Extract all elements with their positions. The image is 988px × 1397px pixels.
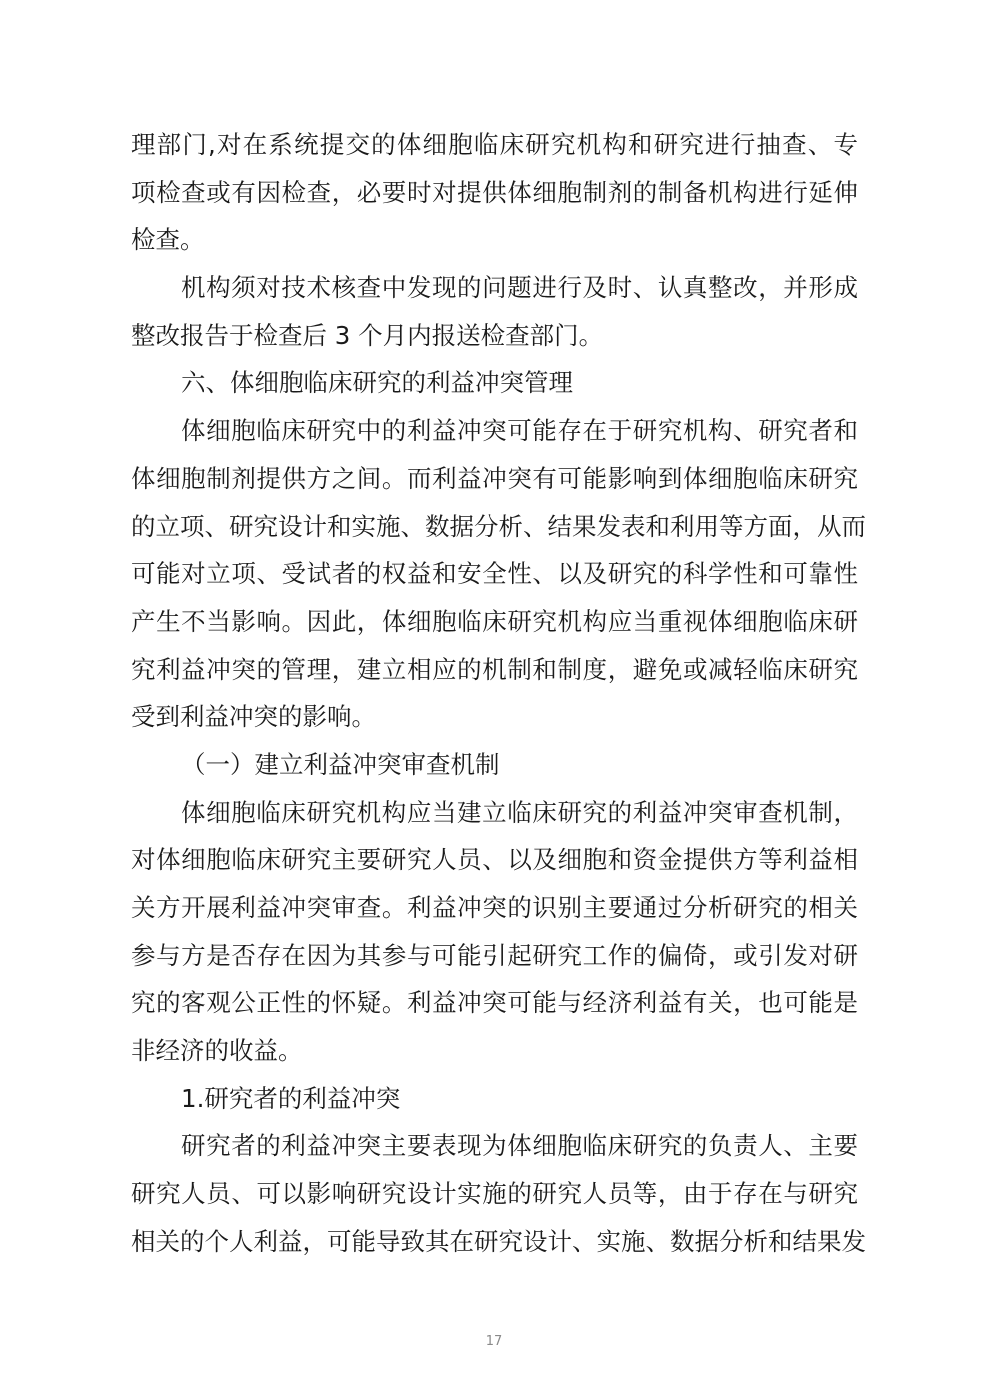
paragraph-line: 研究人员、可以影响研究设计实施的研究人员等，由于存在与研究 [131,1179,858,1209]
document-body [131,121,866,1266]
paragraph-line: 关方开展利益冲突审查。利益冲突的识别主要通过分析研究的相关 [131,893,858,922]
paragraph-line: 体细胞临床研究中的利益冲突可能存在于研究机构、研究者和 [181,416,858,446]
paragraph-line: 究的客观公正性的怀疑。利益冲突可能与经济利益有关，也可能是 [131,988,858,1018]
paragraph-line: 对体细胞临床研究主要研究人员、以及细胞和资金提供方等利益相 [131,845,858,875]
subsection-heading: （一）建立利益冲突审查机制 [181,749,500,779]
paragraph-line: 检查。 [131,225,205,255]
paragraph-line: 受到利益冲突的影响。 [131,702,376,732]
paragraph-line: 体细胞制剂提供方之间。而利益冲突有可能影响到体细胞临床研究 [131,463,858,493]
page-number: 17 [485,1334,503,1349]
paragraph-line: 参与方是否存在因为其参与可能引起研究工作的偏倚，或引发对研 [131,940,858,970]
paragraph-line: 体细胞临床研究机构应当建立临床研究的利益冲突审查机制， [181,797,858,827]
paragraph-line: 产生不当影响。因此，体细胞临床研究机构应当重视体细胞临床研 [131,606,858,636]
paragraph-line: 相关的个人利益，可能导致其在研究设计、实施、数据分析和结果发 [131,1226,866,1256]
paragraph-line: 究利益冲突的管理，建立相应的机制和制度，避免或减轻临床研究 [131,654,858,684]
paragraph-line: 机构须对技术核查中发现的问题进行及时、认真整改，并形成 [181,273,858,303]
paragraph-line: 理部门,对在系统提交的体细胞临床研究机构和研究进行抽查、专 [131,130,858,159]
paragraph-line: 非经济的收益。 [131,1036,303,1066]
paragraph-line: 项检查或有因检查，必要时对提供体细胞制剂的制备机构进行延伸 [131,177,858,207]
paragraph-line: 的立项、研究设计和实施、数据分析、结果发表和利用等方面，从而 [131,511,866,541]
item-heading: 1.研究者的利益冲突 [181,1083,401,1113]
section-heading: 六、体细胞临床研究的利益冲突管理 [181,368,573,398]
paragraph-line: 整改报告于检查后 3 个月内报送检查部门。 [131,320,604,350]
paragraph-line: 研究者的利益冲突主要表现为体细胞临床研究的负责人、主要 [181,1131,858,1161]
paragraph-line: 可能对立项、受试者的权益和安全性、以及研究的科学性和可靠性 [131,559,858,589]
